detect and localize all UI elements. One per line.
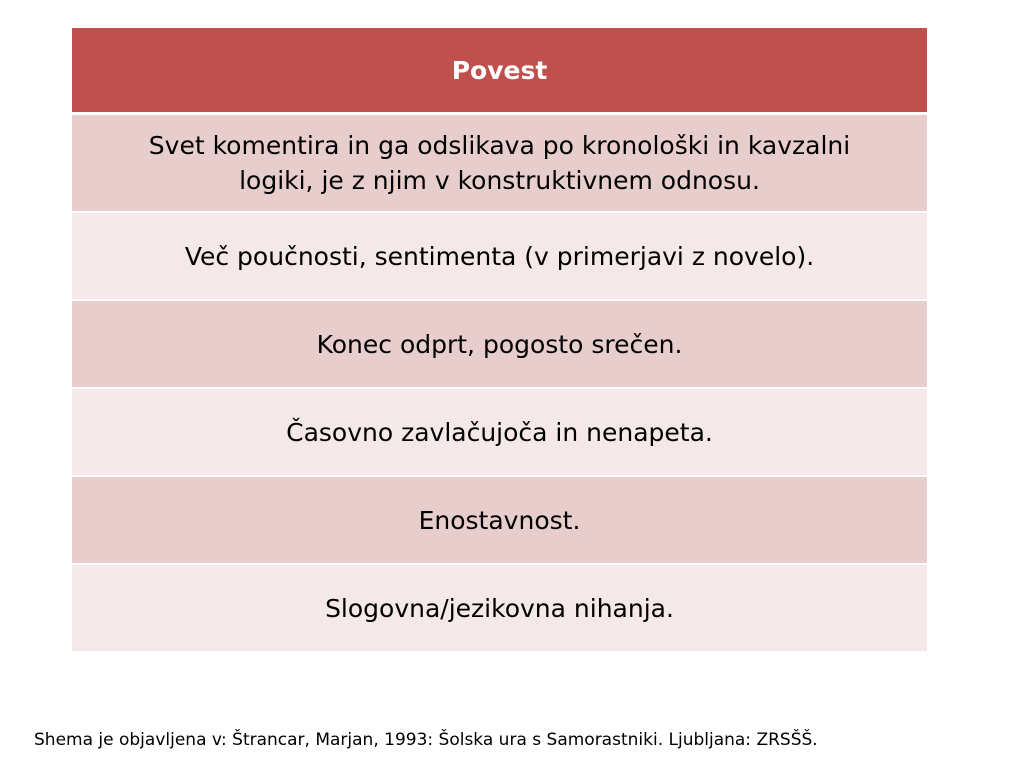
table-cell: Svet komentira in ga odslikava po kronološki in kavzalni logiki, je z njim v konstruktivnem odnosu. xyxy=(72,114,927,213)
povest-table xyxy=(72,28,927,651)
table-row xyxy=(72,114,927,213)
table-row xyxy=(72,300,927,388)
table-row xyxy=(72,564,927,651)
table-header-row xyxy=(72,28,927,114)
table-cell: Časovno zavlačujoča in nenapeta. xyxy=(72,388,927,476)
table-row xyxy=(72,476,927,564)
table-cell: Slogovna/jezikovna nihanja. xyxy=(72,564,927,651)
table-cell: Enostavnost. xyxy=(72,476,927,564)
table-row xyxy=(72,388,927,476)
table-cell: Konec odprt, pogosto srečen. xyxy=(72,300,927,388)
table-row xyxy=(72,212,927,300)
source-footnote: Shema je objavljena v: Štrancar, Marjan, 1993: Šolska ura s Samorastniki. Ljubljana: ZRSŠŠ. xyxy=(34,730,818,750)
table-header-cell: Povest xyxy=(72,28,927,114)
table-cell: Več poučnosti, sentimenta (v primerjavi z novelo). xyxy=(72,212,927,300)
